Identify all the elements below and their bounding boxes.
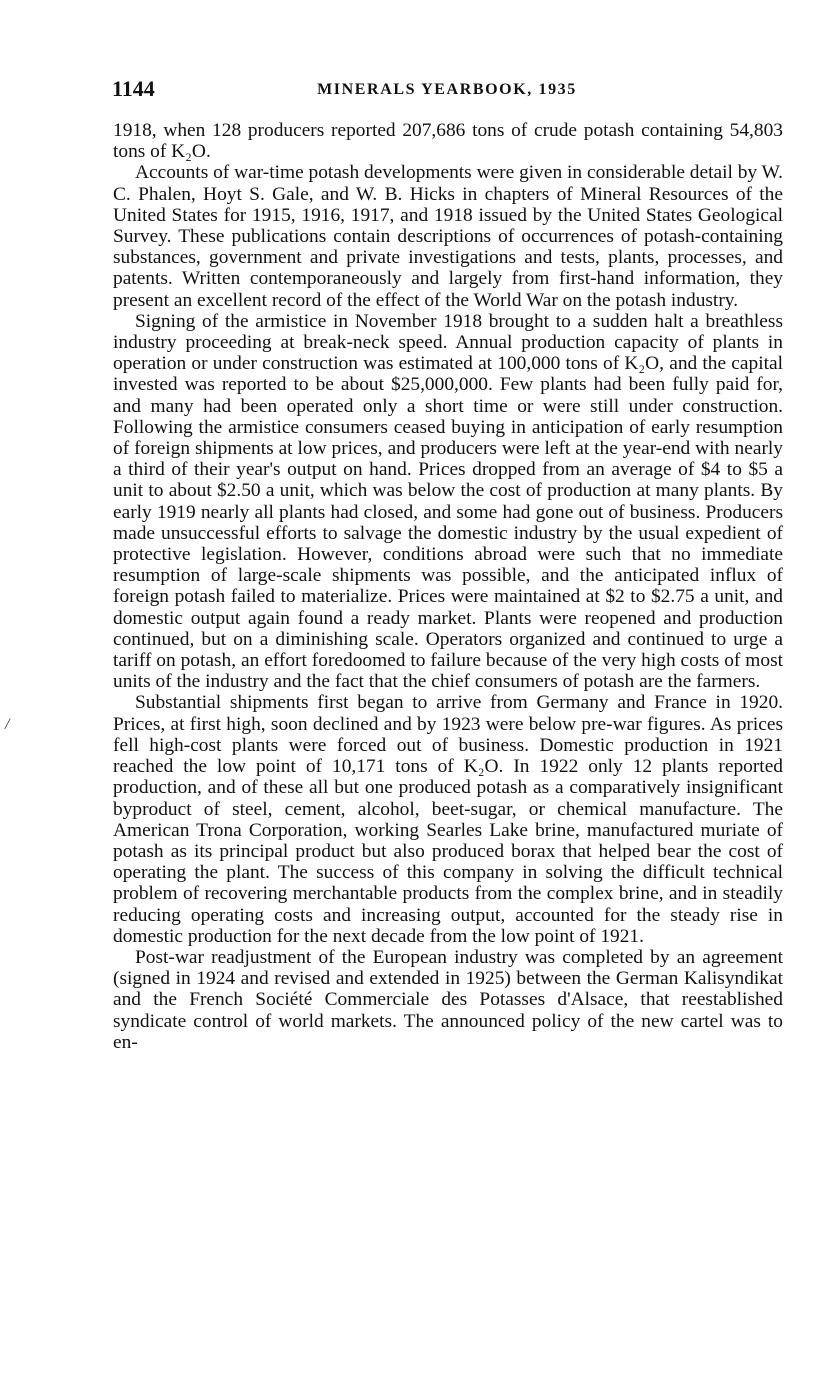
- paragraph: Post-war readjustment of the European industry was completed by an agreement (signed in 1924 and revised and extended in 1925) between the German Kalisyndikat and the French Société Commerciale des Potasses d'Alsace, that reestablished syndicate control of world markets. The announced policy of the new cartel was to en-: [113, 946, 783, 1053]
- body-text: [113, 120, 783, 1053]
- paragraph: Substantial shipments first began to arrive from Germany and France in 1920. Prices, at first high, soon declined and by 1923 were below pre-war figures. As prices fell high-cost plants were forced out of business. Domestic production in 1921 reached the low point of 10,171 tons of K₂O. In 1922 only 12 plants reported production, and of these all but one produced potash as a comparatively insignificant byproduct of steel, cement, alcohol, beet-sugar, or chemical manufacture. The American Trona Corporation, working Searles Lake brine, manufactured muriate of potash as its principal product but also produced borax that helped bear the cost of operating the plant. The success of this company in solving the difficult technical problem of recovering merchantable products from the complex brine, and in steadily reducing operating costs and increasing output, accounted for the steady rise in domestic production for the next decade from the low point of 1921.: [113, 692, 783, 947]
- paragraph: Accounts of war-time potash developments were given in considerable detail by W. C. Phalen, Hoyt S. Gale, and W. B. Hicks in chapters of Mineral Resources of the United States for 1915, 1916, 1917, and 1918 issued by the United States Geological Survey. These publications contain descriptions of occurrences of potash-containing substances, government and private investigations and tests, plants, processes, and patents. Written contemporaneously and largely from first-hand information, they present an excellent record of the effect of the World War on the potash industry.: [113, 162, 783, 311]
- running-title: MINERALS YEARBOOK, 1935: [317, 81, 577, 98]
- page-number: 1144: [112, 76, 155, 101]
- margin-mark: /: [5, 716, 10, 733]
- paragraph: Signing of the armistice in November 1918 brought to a sudden halt a breathless industry proceeding at break-neck speed. Annual production capacity of plants in operation or under construction was estimated at 100,000 tons of K₂O, and the capital invested was reported to be about $25,000,000. Few plants had been fully paid for, and many had been operated only a short time or were still under construction. Following the armistice consumers ceased buying in anticipation of early resumption of foreign shipments at low prices, and producers were left at the year-end with nearly a third of their year's output on hand. Prices dropped from an average of $4 to $5 a unit to about $2.50 a unit, which was below the cost of production at many plants. By early 1919 nearly all plants had closed, and some had gone out of business. Producers made unsuccessful efforts to salvage the domestic industry by the usual expedient of protective legislation. However, conditions abroad were such that no immediate resumption of large-scale shipments was possible, and the anticipated influx of foreign potash failed to materialize. Prices were maintained at $2 to $2.75 a unit, and domestic output again found a ready market. Plants were reopened and production continued, but on a diminishing scale. Operators organized and continued to urge a tariff on potash, an effort foredoomed to failure because of the very high costs of most units of the industry and the fact that the chief consumers of potash are the farmers.: [113, 310, 783, 693]
- paragraph-continuation: 1918, when 128 producers reported 207,686 tons of crude potash containing 54,803 tons of K₂O.: [113, 120, 783, 163]
- page-header: [112, 74, 782, 104]
